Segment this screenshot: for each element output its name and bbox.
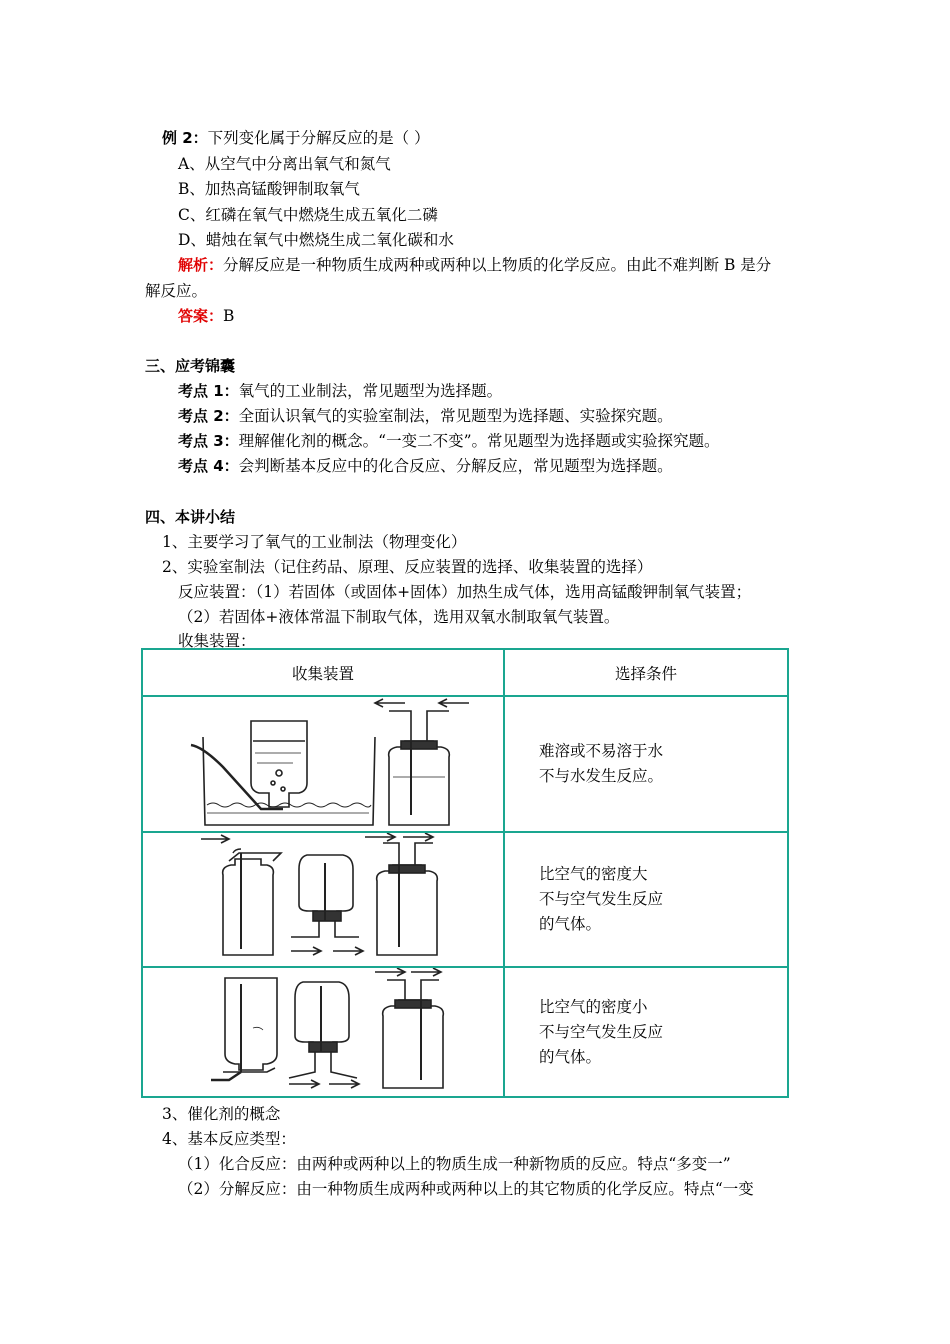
condition-line: 不与水发生反应。 (539, 767, 664, 785)
table-row (142, 696, 788, 832)
condition-cell (504, 696, 788, 832)
condition-line: 的气体。 (539, 915, 602, 933)
example-question-line (162, 128, 430, 148)
table-row (142, 967, 788, 1097)
collection-table (141, 648, 789, 1098)
condition-line: 不与空气发生反应 (539, 1022, 664, 1041)
section4-title: 四、本讲小结 (145, 508, 236, 526)
condition-cell (504, 967, 788, 1097)
exam-point-label: 考点 3： (178, 432, 239, 450)
downward-air-displacement-diagram (142, 967, 504, 1097)
exam-point-4 (178, 456, 673, 476)
condition-line: 的气体。 (539, 1047, 602, 1066)
analysis-label: 解析： (178, 256, 224, 274)
condition-line: 难溶或不易溶于水 (539, 742, 664, 760)
reaction-device-line2: （2）若固体+液体常温下制取气体，选用双氧水制取氧气装置。 (178, 608, 620, 626)
condition-line: 比空气的密度大 (539, 865, 648, 883)
water-displacement-diagram (142, 696, 504, 832)
exam-point-text: 氧气的工业制法，常见题型为选择题。 (238, 382, 503, 400)
upward-air-displacement-diagram (142, 832, 504, 967)
option-c: C、红磷在氧气中燃烧生成五氧化二磷 (178, 206, 438, 224)
section3-title: 三、应考锦囊 (145, 357, 236, 375)
exam-point-label: 考点 1： (178, 382, 239, 400)
exam-point-2 (178, 406, 673, 426)
exam-point-1 (178, 381, 502, 401)
table-header-row (142, 649, 788, 696)
collection-label: 收集装置： (178, 632, 256, 650)
analysis-line (178, 255, 771, 275)
summary-item-3: 3、催化剂的概念 (162, 1105, 281, 1123)
reaction-type-2: （2）分解反应：由一种物质生成两种或两种以上的其它物质的化学反应。特点“一变 (178, 1180, 754, 1198)
exam-point-label: 考点 4： (178, 457, 239, 475)
option-a: A、从空气中分离出氧气和氮气 (178, 155, 391, 173)
answer-value: B (223, 307, 235, 325)
option-b: B、加热高锰酸钾制取氧气 (178, 180, 360, 198)
analysis-text-cont: 解反应。 (145, 282, 208, 300)
summary-item-4: 4、基本反应类型： (162, 1130, 296, 1148)
condition-line: 不与空气发生反应 (539, 890, 664, 908)
exam-point-text: 全面认识氧气的实验室制法，常见题型为选择题、实验探究题。 (238, 407, 673, 425)
answer-line (178, 306, 234, 326)
reaction-type-1: （1）化合反应：由两种或两种以上的物质生成一种新物质的反应。特点“多变一” (178, 1155, 731, 1173)
exam-point-text: 会判断基本反应中的化合反应、分解反应，常见题型为选择题。 (238, 457, 673, 475)
condition-line: 比空气的密度小 (539, 997, 648, 1016)
table-header-device: 收集装置 (142, 649, 504, 696)
reaction-device-line1: 反应装置：（1）若固体（或固体+固体）加热生成气体，选用高锰酸钾制氧气装置； (178, 583, 752, 601)
summary-item-2: 2、实验室制法（记住药品、原理、反应装置的选择、收集装置的选择） (162, 558, 653, 576)
summary-item-1: 1、主要学习了氧气的工业制法（物理变化） (162, 533, 467, 551)
analysis-text: 分解反应是一种物质生成两种或两种以上物质的化学反应。由此不难判断 B 是分 (223, 256, 772, 274)
table-header-condition: 选择条件 (504, 649, 788, 696)
example-question: 下列变化属于分解反应的是（ ） (207, 129, 430, 147)
example-label: 例 2： (162, 129, 208, 147)
option-d: D、蜡烛在氧气中燃烧生成二氧化碳和水 (178, 231, 454, 249)
exam-point-text: 理解催化剂的概念。“一变二不变”。常见题型为选择题或实验探究题。 (238, 432, 720, 450)
exam-point-label: 考点 2： (178, 407, 239, 425)
table-row (142, 832, 788, 967)
answer-label: 答案： (178, 307, 224, 325)
exam-point-3 (178, 431, 720, 451)
condition-cell (504, 832, 788, 967)
